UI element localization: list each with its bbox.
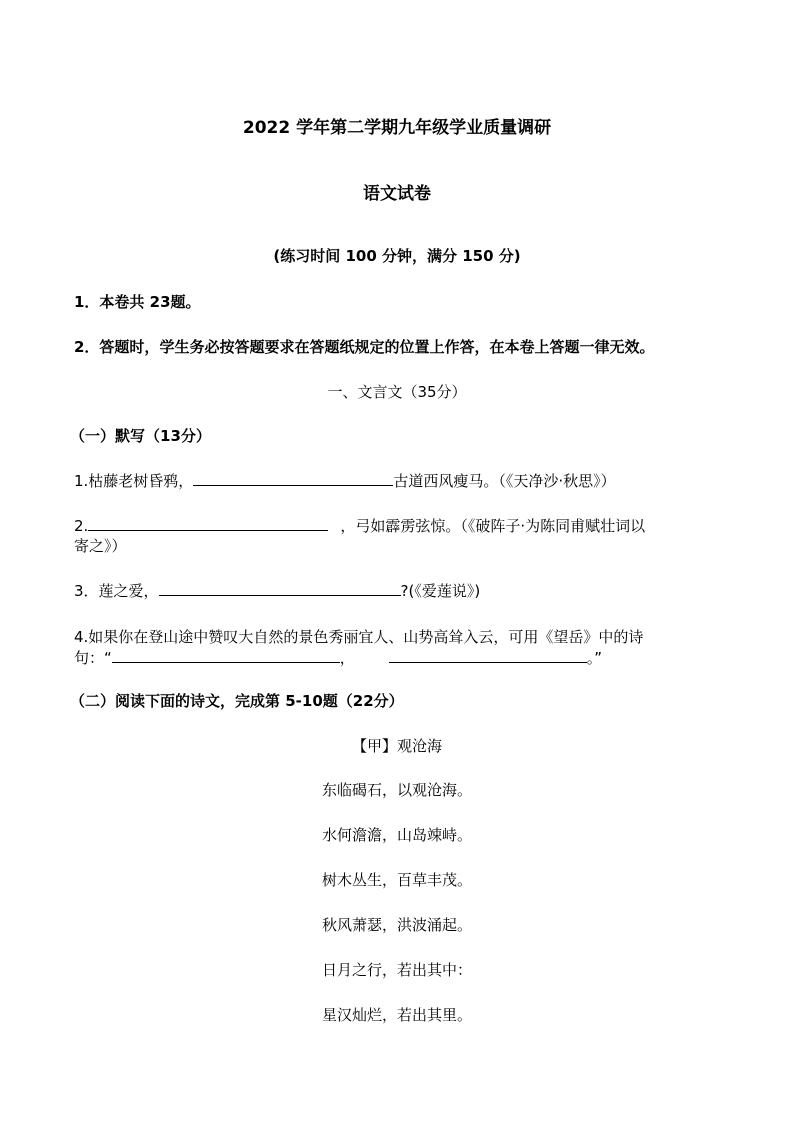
poem-line: 东临碣石，以观沧海。	[321, 781, 472, 799]
poem-line: 日月之行，若出其中：	[321, 961, 472, 979]
question-4-prefix: 句：“	[74, 649, 112, 667]
question-3	[74, 581, 480, 601]
question-2-suffix: ，弓如霹雳弦惊。（《破阵子·为陈同甫赋壮词以	[340, 517, 646, 535]
answer-blank-4b	[389, 648, 587, 663]
part1-heading: （一）默写（13分）	[70, 427, 211, 445]
part2-heading: （二）阅读下面的诗文，完成第 5-10题（22分）	[70, 692, 404, 710]
question-1	[74, 471, 616, 491]
question-4-suffix: 。”	[586, 649, 603, 667]
instruction-2: 2．答题时，学生务必按答题要求在答题纸规定的位置上作答，在本卷上答题一律无效。	[74, 338, 655, 356]
question-4-middle: ，	[339, 649, 355, 667]
poem-line: 星汉灿烂，若出其里。	[321, 1006, 472, 1024]
question-2	[74, 516, 645, 536]
question-3-prefix: 3．莲之爱，	[74, 582, 159, 600]
answer-blank-1	[193, 471, 393, 486]
poem-line: 秋风萧瑟，洪波涌起。	[321, 916, 472, 934]
instruction-1: 1．本卷共 23题。	[74, 293, 201, 311]
poem-title: 【甲】观沧海	[351, 737, 442, 755]
question-4: 4.如果你在登山途中赞叹大自然的景色秀丽宜人、山势高耸入云，可用《望岳》中的诗	[74, 628, 644, 646]
question-3-suffix: ?(《爱莲说》)	[400, 582, 481, 600]
time-note: (练习时间 100 分钟，满分 150 分)	[273, 247, 521, 265]
exam-title: 2022 学年第二学期九年级学业质量调研	[242, 118, 552, 138]
question-1-prefix: 1.枯藤老树昏鸦，	[74, 472, 194, 490]
section-heading: 一、文言文（35分）	[327, 383, 467, 401]
exam-subtitle: 语文试卷	[363, 184, 431, 204]
question-4-continued	[74, 648, 602, 668]
answer-blank-3	[159, 581, 401, 596]
question-1-suffix: 古道西风瘦马。（《天净沙·秋思》）	[393, 472, 616, 490]
question-2-continued: 寄之》）	[74, 537, 127, 555]
poem-line: 树木丛生，百草丰茂。	[321, 871, 472, 889]
poem-line: 水何澹澹，山岛竦峙。	[321, 826, 472, 844]
answer-blank-4a	[112, 648, 340, 663]
answer-blank-2	[88, 516, 328, 531]
question-2-prefix: 2.	[74, 517, 89, 535]
